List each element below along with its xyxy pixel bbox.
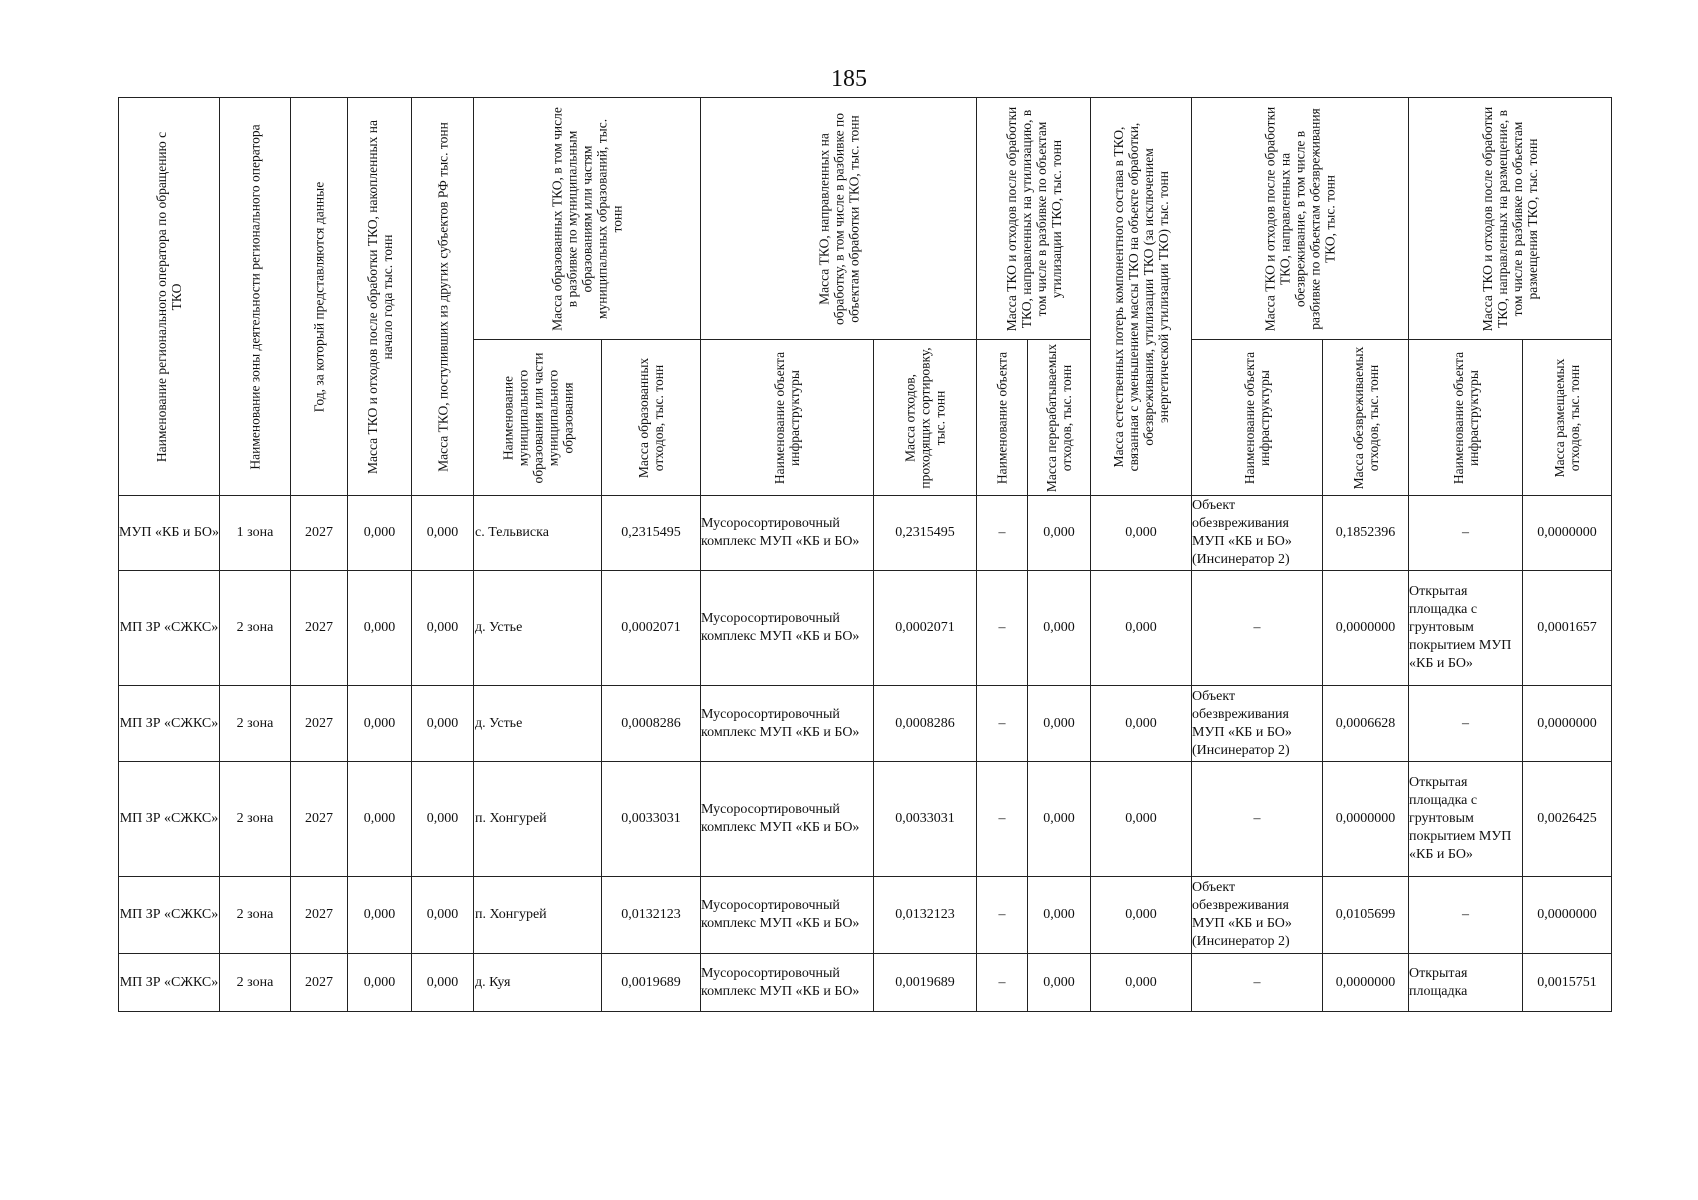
- cell-proc-obj: Мусоросортировочный комплекс МУП «КБ и БО»: [701, 686, 874, 762]
- header-formed-name: Наименование муниципального образования или части муниципального образования: [474, 340, 602, 496]
- cell-place-obj: Открытая площадка с грунтовым покрытием МУП «КБ и БО»: [1409, 762, 1523, 877]
- table-row: [119, 496, 1612, 571]
- header-neutral-group: Масса ТКО и отходов после обработки ТКО, направленных на обезвреживание, в том числе в разбивке по объектам обезвреживания ТКО, тыс. тонн: [1192, 98, 1409, 340]
- header-formed-mass: Масса образованных отходов, тыс. тонн: [602, 340, 701, 496]
- cell-util-mass: 0,000: [1028, 762, 1091, 877]
- cell-year: 2027: [291, 954, 348, 1012]
- cell-operator: МП ЗР «СЖКС»: [119, 686, 220, 762]
- cell-year: 2027: [291, 762, 348, 877]
- cell-formed: 0,0008286: [602, 686, 701, 762]
- header-mass-accum: Масса ТКО и отходов после обработки ТКО, накопленных на начало года тыс. тонн: [348, 98, 412, 496]
- cell-proc-mass: 0,0002071: [874, 571, 977, 686]
- cell-zone: 2 зона: [220, 877, 291, 954]
- cell-neut-obj: Объект обезвреживания МУП «КБ и БО» (Инсинератор 2): [1192, 686, 1323, 762]
- cell-zone: 2 зона: [220, 954, 291, 1012]
- cell-formed: 0,0002071: [602, 571, 701, 686]
- cell-zone: 2 зона: [220, 686, 291, 762]
- cell-neut-obj: –: [1192, 571, 1323, 686]
- cell-loss: 0,000: [1091, 877, 1192, 954]
- cell-formed: 0,2315495: [602, 496, 701, 571]
- cell-proc-obj: Мусоросортировочный комплекс МУП «КБ и БО»: [701, 571, 874, 686]
- cell-year: 2027: [291, 496, 348, 571]
- page-number: 185: [831, 66, 867, 92]
- cell-proc-mass: 0,2315495: [874, 496, 977, 571]
- cell-place-mass: 0,0015751: [1523, 954, 1612, 1012]
- cell-util-obj: –: [977, 877, 1028, 954]
- cell-other: 0,000: [412, 877, 474, 954]
- cell-operator: МП ЗР «СЖКС»: [119, 762, 220, 877]
- cell-operator: МУП «КБ и БО»: [119, 496, 220, 571]
- cell-accum: 0,000: [348, 686, 412, 762]
- header-process-mass: Масса отходов, проходящих сортировку, тыс. тонн: [874, 340, 977, 496]
- cell-neut-mass: 0,0105699: [1323, 877, 1409, 954]
- header-util-name: Наименование объекта: [977, 340, 1028, 496]
- cell-year: 2027: [291, 571, 348, 686]
- header-neutral-name: Наименование объекта инфраструктуры: [1192, 340, 1323, 496]
- cell-proc-obj: Мусоросортировочный комплекс МУП «КБ и БО»: [701, 877, 874, 954]
- cell-other: 0,000: [412, 954, 474, 1012]
- cell-util-obj: –: [977, 496, 1028, 571]
- cell-neut-mass: 0,0000000: [1323, 954, 1409, 1012]
- header-zone: Наименование зоны деятельности регионального оператора: [220, 98, 291, 496]
- cell-util-obj: –: [977, 762, 1028, 877]
- cell-place-mass: 0,0000000: [1523, 877, 1612, 954]
- cell-formed: 0,0132123: [602, 877, 701, 954]
- table-row: [119, 762, 1612, 877]
- cell-accum: 0,000: [348, 571, 412, 686]
- cell-mo: д. Устье: [474, 571, 602, 686]
- cell-neut-obj: –: [1192, 762, 1323, 877]
- cell-zone: 1 зона: [220, 496, 291, 571]
- cell-operator: МП ЗР «СЖКС»: [119, 877, 220, 954]
- cell-operator: МП ЗР «СЖКС»: [119, 954, 220, 1012]
- header-util-group: Масса ТКО и отходов после обработки ТКО, направленных на утилизацию, в том числе в разбивке по объектам утилизации ТКО, тыс. тонн: [977, 98, 1091, 340]
- cell-place-mass: 0,0000000: [1523, 686, 1612, 762]
- cell-place-obj: –: [1409, 877, 1523, 954]
- cell-year: 2027: [291, 877, 348, 954]
- cell-place-mass: 0,0026425: [1523, 762, 1612, 877]
- cell-accum: 0,000: [348, 954, 412, 1012]
- cell-proc-mass: 0,0019689: [874, 954, 977, 1012]
- cell-neut-mass: 0,0000000: [1323, 762, 1409, 877]
- cell-util-obj: –: [977, 571, 1028, 686]
- cell-neut-obj: –: [1192, 954, 1323, 1012]
- cell-util-mass: 0,000: [1028, 877, 1091, 954]
- header-year: Год, за который представляются данные: [291, 98, 348, 496]
- header-process-name: Наименование объекта инфраструктуры: [701, 340, 874, 496]
- waste-table: [118, 97, 1612, 1012]
- cell-other: 0,000: [412, 496, 474, 571]
- cell-loss: 0,000: [1091, 686, 1192, 762]
- cell-loss: 0,000: [1091, 496, 1192, 571]
- cell-zone: 2 зона: [220, 762, 291, 877]
- cell-util-mass: 0,000: [1028, 686, 1091, 762]
- cell-other: 0,000: [412, 762, 474, 877]
- cell-formed: 0,0033031: [602, 762, 701, 877]
- header-formed-group: Масса образованных ТКО, в том числе в разбивке по муниципальным образованиям или частям муниципальных образований, тыс. тонн: [474, 98, 701, 340]
- header-process-group: Масса ТКО, направленных на обработку, в том числе в разбивке по объектам обработки ТКО, тыс. тонн: [701, 98, 977, 340]
- cell-util-obj: –: [977, 954, 1028, 1012]
- cell-util-mass: 0,000: [1028, 571, 1091, 686]
- cell-place-obj: Открытая площадка с грунтовым покрытием МУП «КБ и БО»: [1409, 571, 1523, 686]
- cell-proc-obj: Мусоросортировочный комплекс МУП «КБ и БО»: [701, 496, 874, 571]
- cell-proc-mass: 0,0008286: [874, 686, 977, 762]
- cell-mo: п. Хонгурей: [474, 877, 602, 954]
- table-row: [119, 571, 1612, 686]
- cell-accum: 0,000: [348, 762, 412, 877]
- cell-proc-obj: Мусоросортировочный комплекс МУП «КБ и БО»: [701, 762, 874, 877]
- cell-util-obj: –: [977, 686, 1028, 762]
- cell-loss: 0,000: [1091, 762, 1192, 877]
- cell-proc-obj: Мусоросортировочный комплекс МУП «КБ и БО»: [701, 954, 874, 1012]
- cell-neut-obj: Объект обезвреживания МУП «КБ и БО» (Инсинератор 2): [1192, 496, 1323, 571]
- cell-neut-mass: 0,0006628: [1323, 686, 1409, 762]
- cell-place-obj: –: [1409, 496, 1523, 571]
- header-placement-mass: Масса размещаемых отходов, тыс. тонн: [1523, 340, 1612, 496]
- header-mass-other: Масса ТКО, поступивших из других субъектов РФ тыс. тонн: [412, 98, 474, 496]
- cell-util-mass: 0,000: [1028, 496, 1091, 571]
- cell-mo: п. Хонгурей: [474, 762, 602, 877]
- cell-place-mass: 0,0001657: [1523, 571, 1612, 686]
- cell-proc-mass: 0,0132123: [874, 877, 977, 954]
- cell-mo: с. Тельвиска: [474, 496, 602, 571]
- cell-accum: 0,000: [348, 877, 412, 954]
- header-operator: Наименование регионального оператора по обращению с ТКО: [119, 98, 220, 496]
- table-row: [119, 686, 1612, 762]
- cell-other: 0,000: [412, 571, 474, 686]
- cell-operator: МП ЗР «СЖКС»: [119, 571, 220, 686]
- cell-year: 2027: [291, 686, 348, 762]
- cell-place-mass: 0,0000000: [1523, 496, 1612, 571]
- header-natural-loss: Масса естественных потерь компонентного состава в ТКО, связанная с уменьшением массы ТКО на объекте обработки, обезвреживания, утилизации ТКО (за исключением энергетической утилизации ТКО) тыс. тонн: [1091, 98, 1192, 496]
- cell-place-obj: Открытая площадка: [1409, 954, 1523, 1012]
- cell-util-mass: 0,000: [1028, 954, 1091, 1012]
- header-placement-group: Масса ТКО и отходов после обработки ТКО, направленных на размещение, в том числе в разбивке по объектам размещения ТКО, тыс. тонн: [1409, 98, 1612, 340]
- cell-accum: 0,000: [348, 496, 412, 571]
- cell-neut-obj: Объект обезвреживания МУП «КБ и БО» (Инсинератор 2): [1192, 877, 1323, 954]
- cell-loss: 0,000: [1091, 954, 1192, 1012]
- table-row: [119, 877, 1612, 954]
- cell-mo: д. Устье: [474, 686, 602, 762]
- cell-neut-mass: 0,1852396: [1323, 496, 1409, 571]
- header-util-mass: Масса перерабатываемых отходов, тыс. тонн: [1028, 340, 1091, 496]
- cell-other: 0,000: [412, 686, 474, 762]
- cell-neut-mass: 0,0000000: [1323, 571, 1409, 686]
- cell-proc-mass: 0,0033031: [874, 762, 977, 877]
- cell-place-obj: –: [1409, 686, 1523, 762]
- header-placement-name: Наименование объекта инфраструктуры: [1409, 340, 1523, 496]
- cell-zone: 2 зона: [220, 571, 291, 686]
- cell-loss: 0,000: [1091, 571, 1192, 686]
- cell-mo: д. Куя: [474, 954, 602, 1012]
- header-neutral-mass: Масса обезвреживаемых отходов, тыс. тонн: [1323, 340, 1409, 496]
- table-row: [119, 954, 1612, 1012]
- cell-formed: 0,0019689: [602, 954, 701, 1012]
